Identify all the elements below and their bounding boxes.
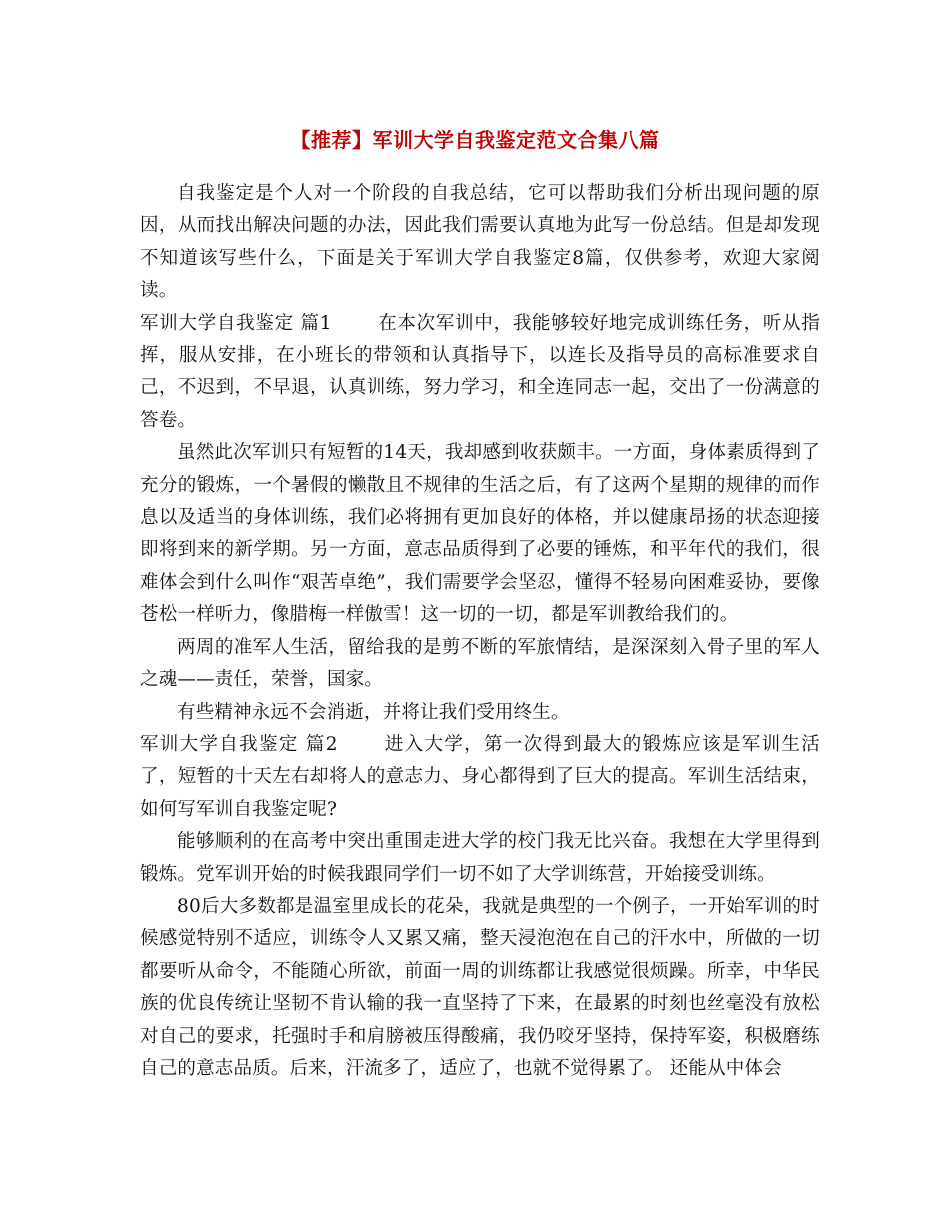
section-2-paragraph xyxy=(140,729,820,826)
body-paragraph: 虽然此次军训只有短暂的14天，我却感到收获颇丰。一方面，身体素质得到了充分的锻炼，一个暑假的懒散且不规律的生活之后，有了这两个星期的规律的而作息以及适当的身体训练，我们必将拥有更加良好的体格，并以健康昂扬的状态迎接即将到来的新学期。另一方面，意志品质得到了必要的锤炼，和平年代的我们，很难体会到什么叫作“艰苦卓绝”，我们需要学会坚忍，懂得不轻易向困难妥协，要像苍松一样听力，像腊梅一样傲雪！这一切的一切，都是军训教给我们的。 xyxy=(140,442,820,626)
intro-paragraph: 自我鉴定是个人对一个阶段的自我总结，它可以帮助我们分析出现问题的原因，从而找出解决问题的办法，因此我们需要认真地为此写一份总结。但是却发现不知道该写些什么，下面是关于军训大学自我鉴定8篇，仅供参考，欢迎大家阅读。 xyxy=(140,183,820,302)
document-body xyxy=(140,178,820,1085)
section-heading-1: 军训大学自我鉴定 篇1 xyxy=(140,312,332,334)
body-paragraph: 80后大多数都是温室里成长的花朵，我就是典型的一个例子，一开始军训的时候感觉特别不适应，训练令人又累又痛，整天浸泡泡在自己的汗水中，所做的一切都要听从命令，不能随心所欲，前面一周的训练都让我感觉很烦躁。所幸，中华民族的优良传统让坚韧不肯认输的我一直坚持了下来，在最累的时刻也丝毫没有放松对自己的要求，托强时手和肩膀被压得酸痛，我仍咬牙坚持，保持军姿，积极磨练自己的意志品质。后来，汗流多了，适应了，也就不觉得累了。 还能从中体会 xyxy=(140,895,820,1079)
section-1-paragraph xyxy=(140,308,820,438)
body-paragraph: 有些精神永远不会消逝，并将让我们受用终生。 xyxy=(177,701,570,723)
section-heading-2: 军训大学自我鉴定 篇2 xyxy=(140,733,338,755)
body-paragraph: 能够顺利的在高考中突出重围走进大学的校门我无比兴奋。我想在大学里得到锻炼。党军训开始的时候我跟同学们一切不如了大学训练营，开始接受训练。 xyxy=(140,831,820,885)
document-title: 【推荐】军训大学自我鉴定范文合集八篇 xyxy=(290,128,660,152)
section-2-text: 进入大学，第一次得到最大的锻炼应该是军训生活了，短暂的十天左右却将人的意志力、身心都得到了巨大的提高。军训生活结束，如何写军训自我鉴定呢? xyxy=(140,733,821,820)
section-1-text: 在本次军训中，我能够较好地完成训练任务，听从指挥，服从安排，在小班长的带领和认真指导下，以连长及指导员的高标准要求自己，不迟到，不早退，认真训练，努力学习，和全连同志一起，交出了一份满意的答卷。 xyxy=(140,312,820,431)
body-paragraph: 两周的准军人生活，留给我的是剪不断的军旅情结，是深深刻入骨子里的军人之魂——责任，荣誉，国家。 xyxy=(140,636,820,691)
